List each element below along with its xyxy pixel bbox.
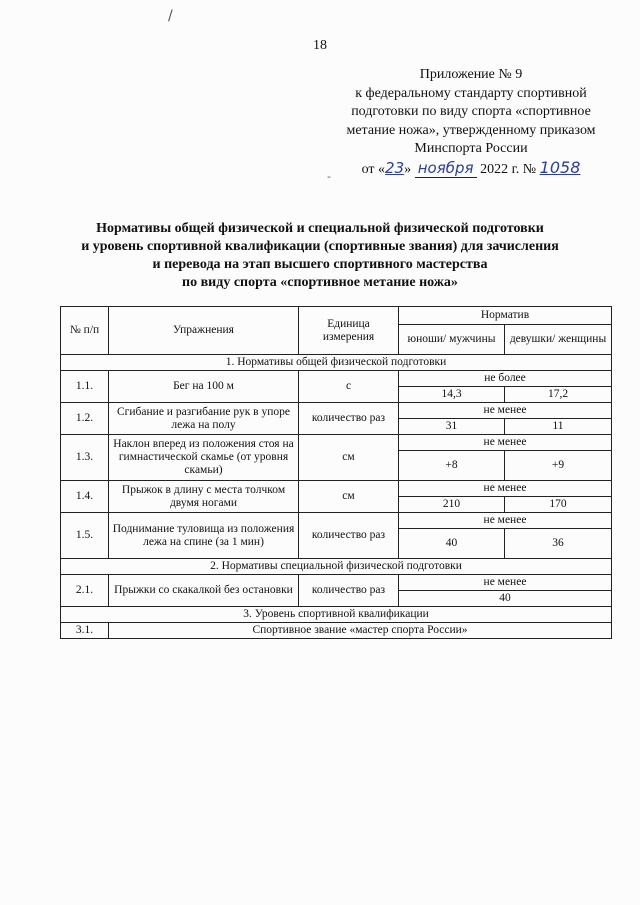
row-1-2-exercise: Сгибание и разгибание рук в упоре лежа на полу — [109, 403, 299, 435]
row-1-1-unit: с — [299, 371, 399, 403]
row-1-1-male: 14,3 — [399, 387, 505, 403]
section-3-title: 3. Уровень спортивной квалификации — [61, 607, 612, 623]
row-1-4-exercise: Прыжок в длину с места толчком двумя ногами — [109, 481, 299, 513]
order-date-line — [330, 159, 612, 180]
row-2-1-unit: количество раз — [299, 575, 399, 607]
handwritten-order-number: 1058 — [539, 157, 581, 177]
header-exercise: Упражнения — [109, 307, 299, 355]
header-norm: Норматив — [399, 307, 612, 325]
row-1-2-male: 31 — [399, 419, 505, 435]
row-1-1-exercise: Бег на 100 м — [109, 371, 299, 403]
row-1-5-condition: не менее — [399, 513, 612, 529]
row-1-2-unit: количество раз — [299, 403, 399, 435]
header-male: юноши/ мужчины — [399, 325, 505, 355]
pen-mark-left: - — [327, 170, 331, 183]
appendix-line-2: к федеральному стандарту спортивной — [355, 85, 587, 101]
row-1-4-num: 1.4. — [61, 481, 109, 513]
order-year: 2022 г. № — [480, 161, 537, 177]
norms-table — [60, 306, 612, 639]
appendix-line-5: Минспорта России — [414, 141, 528, 156]
row-3-1-text: Спортивное звание «мастер спорта России» — [109, 623, 612, 639]
appendix-line-4: метание ножа», утвержденному приказом — [346, 122, 596, 138]
pen-mark-top: / — [168, 8, 173, 24]
date-quote-close: » — [404, 161, 412, 177]
row-2-1-exercise: Прыжки со скакалкой без остановки — [109, 575, 299, 607]
appendix-line-3: подготовки по виду спорта «спортивное — [351, 104, 591, 119]
row-1-3-condition: не менее — [399, 435, 612, 451]
row-3-1-num: 3.1. — [61, 623, 109, 639]
row-1-5-male: 40 — [399, 529, 505, 559]
row-1-1-condition: не более — [399, 371, 612, 387]
row-1-4-condition: не менее — [399, 481, 612, 497]
row-1-5-exercise: Поднимание туловища из положения лежа на спине (за 1 мин) — [109, 513, 299, 559]
page-number: 18 — [313, 38, 327, 53]
handwritten-month: ноября — [415, 159, 477, 179]
row-1-2-female: 11 — [505, 419, 612, 435]
appendix-header — [330, 66, 612, 179]
row-1-3-male: +8 — [399, 451, 505, 481]
handwritten-day: 23 — [385, 158, 405, 177]
row-1-4-male: 210 — [399, 497, 505, 513]
row-1-1-female: 17,2 — [505, 387, 612, 403]
title-line-1: Нормативы общей физической и специальной физической подготовки — [96, 221, 544, 236]
title-line-4: по виду спорта «спортивное метание ножа» — [182, 275, 458, 290]
row-1-4-female: 170 — [505, 497, 612, 513]
date-prefix: от « — [361, 161, 386, 177]
row-1-3-unit: см — [299, 435, 399, 481]
row-1-1-num: 1.1. — [61, 371, 109, 403]
row-1-4-unit: см — [299, 481, 399, 513]
header-num: № п/п — [61, 307, 109, 355]
row-1-3-num: 1.3. — [61, 435, 109, 481]
header-unit: Единица измерения — [299, 307, 399, 355]
row-1-2-num: 1.2. — [61, 403, 109, 435]
row-1-5-unit: количество раз — [299, 513, 399, 559]
row-1-5-female: 36 — [505, 529, 612, 559]
header-female: девушки/ женщины — [505, 325, 612, 355]
section-2-title: 2. Нормативы специальной физической подготовки — [61, 559, 612, 575]
title-line-2: и уровень спортивной квалификации (спортивные звания) для зачисления — [81, 239, 559, 254]
row-1-5-num: 1.5. — [61, 513, 109, 559]
appendix-title: Приложение № 9 — [419, 67, 523, 82]
row-2-1-num: 2.1. — [61, 575, 109, 607]
row-2-1-value: 40 — [399, 591, 612, 607]
title-line-3: и перевода на этап высшего спортивного мастерства — [152, 257, 488, 272]
row-2-1-condition: не менее — [399, 575, 612, 591]
row-1-2-condition: не менее — [399, 403, 612, 419]
section-1-title: 1. Нормативы общей физической подготовки — [61, 355, 612, 371]
row-1-3-exercise: Наклон вперед из положения стоя на гимнастической скамье (от уровня скамьи) — [109, 435, 299, 481]
row-1-3-female: +9 — [505, 451, 612, 481]
document-title — [40, 220, 600, 292]
